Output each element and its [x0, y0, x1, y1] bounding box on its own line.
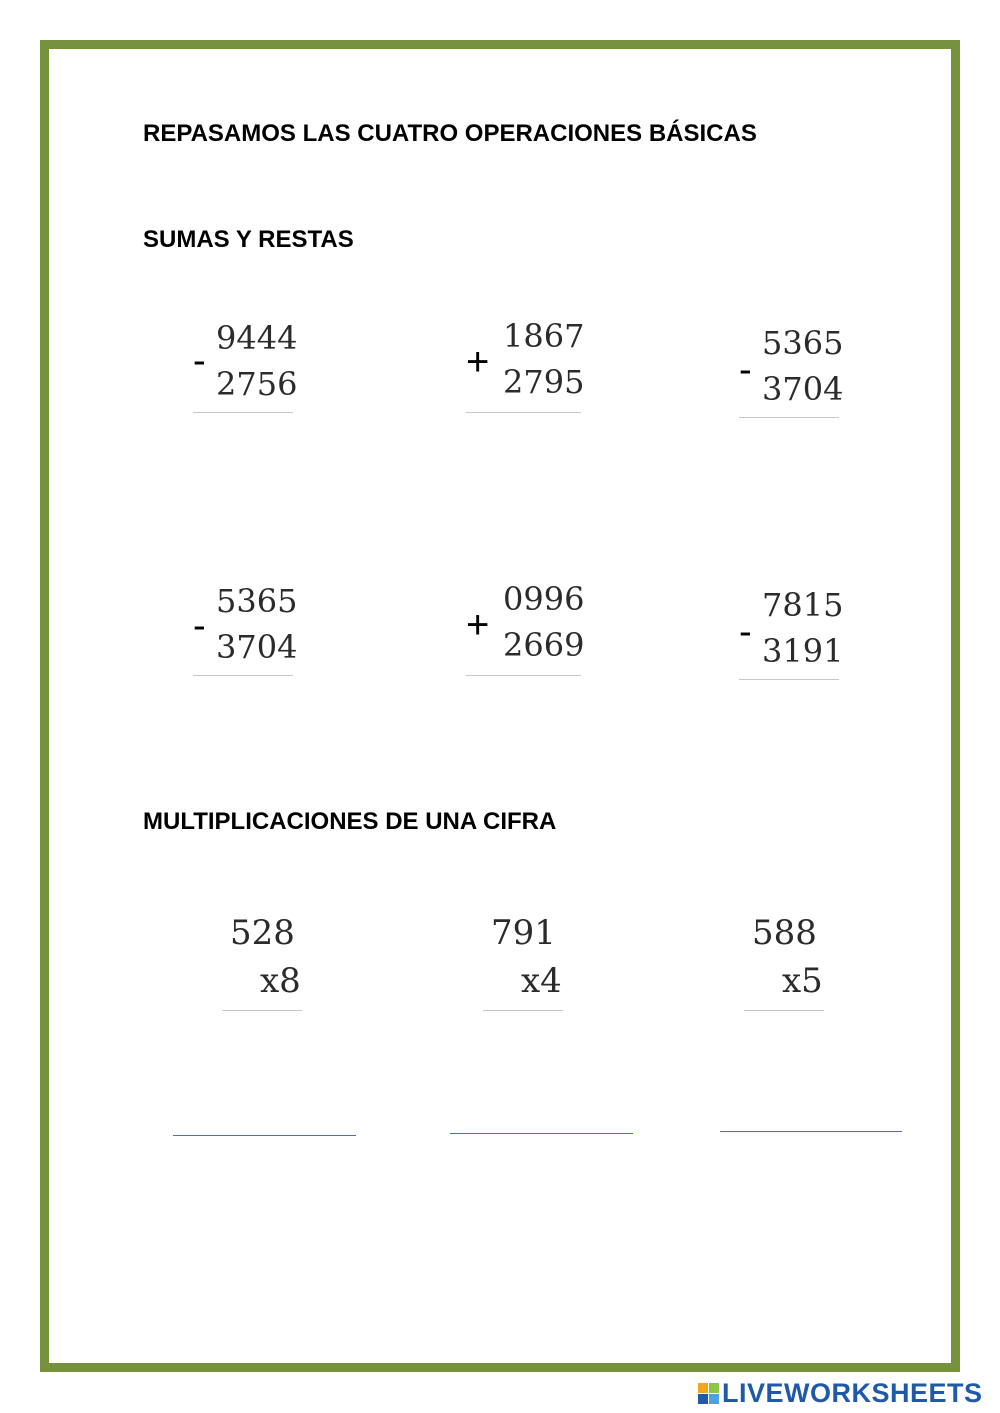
- operation-subtraction-1: [190, 318, 350, 428]
- result-line: [483, 1010, 563, 1011]
- liveworksheets-logo: [698, 1378, 983, 1409]
- logo-text: LIVEWORKSHEETS: [722, 1378, 983, 1408]
- result-line: [739, 679, 839, 680]
- operation-multiplication-2: [483, 914, 603, 1024]
- answer-input-line-2[interactable]: [450, 1133, 633, 1134]
- section-heading-multiplication: MULTIPLICACIONES DE UNA CIFRA: [143, 808, 557, 835]
- result-line: [739, 417, 839, 418]
- operation-subtraction-2: [736, 323, 896, 433]
- multiplicand: 791: [491, 913, 556, 953]
- operation-subtraction-3: [190, 581, 350, 691]
- minuend: 5365: [216, 582, 298, 620]
- multiplicand: 528: [230, 913, 295, 953]
- operation-multiplication-1: [222, 914, 342, 1024]
- multiplier: x5: [782, 961, 823, 1001]
- minus-sign: -: [739, 611, 752, 653]
- addend-top: 0996: [503, 580, 585, 618]
- operation-subtraction-4: [736, 585, 896, 695]
- subtrahend: 3191: [762, 632, 844, 670]
- plus-sign: +: [466, 603, 490, 647]
- addend-bottom: 2669: [503, 626, 585, 664]
- minus-sign: -: [193, 605, 206, 647]
- operation-addition-2: [463, 579, 623, 689]
- page-title: REPASAMOS LAS CUATRO OPERACIONES BÁSICAS: [143, 120, 757, 147]
- subtrahend: 3704: [762, 370, 844, 408]
- subtrahend: 2756: [216, 365, 298, 403]
- addend-top: 1867: [503, 317, 585, 355]
- plus-sign: +: [466, 340, 490, 384]
- result-line: [466, 412, 581, 413]
- minuend: 9444: [216, 319, 298, 357]
- answer-input-line-1[interactable]: [173, 1135, 356, 1136]
- result-line: [193, 412, 293, 413]
- result-line: [744, 1010, 824, 1011]
- answer-input-line-3[interactable]: [720, 1131, 902, 1132]
- multiplicand: 588: [752, 913, 817, 953]
- minuend: 7815: [762, 586, 844, 624]
- result-line: [466, 675, 581, 676]
- result-line: [222, 1010, 302, 1011]
- logo-icon: [698, 1381, 720, 1407]
- minus-sign: -: [193, 340, 206, 382]
- operation-multiplication-3: [744, 914, 864, 1024]
- result-line: [193, 675, 293, 676]
- operation-addition-1: [463, 316, 623, 426]
- section-heading-sums: SUMAS Y RESTAS: [143, 226, 354, 253]
- addend-bottom: 2795: [503, 363, 585, 401]
- multiplier: x4: [521, 961, 562, 1001]
- minus-sign: -: [739, 349, 752, 391]
- subtrahend: 3704: [216, 628, 298, 666]
- multiplier: x8: [260, 961, 301, 1001]
- minuend: 5365: [762, 324, 844, 362]
